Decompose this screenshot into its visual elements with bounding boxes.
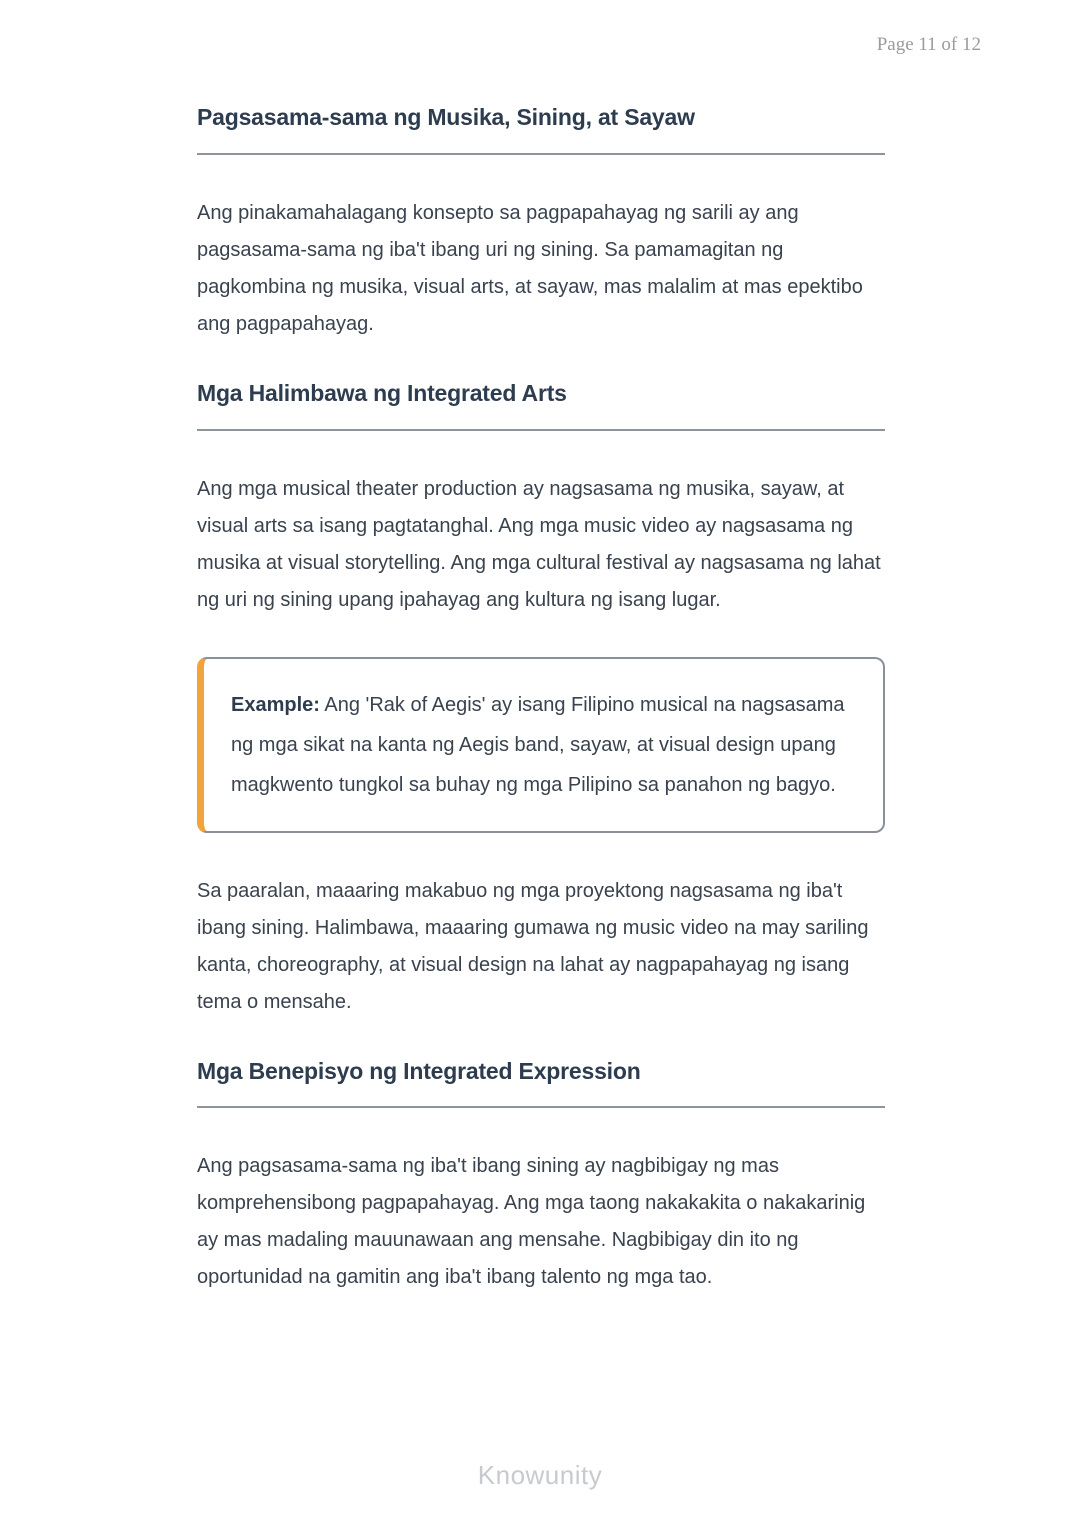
page-number: Page 11 of 12 bbox=[876, 34, 981, 55]
example-label: Example: bbox=[231, 693, 320, 716]
paragraph-examples: Ang mga musical theater production ay nagsasama ng musika, sayaw, at visual arts sa isang pagtatanghal. Ang mga music video ay nagsasama ng musika at visual storytelling. Ang mga cultural festival ay nagsasama ng lahat ng uri ng sining upang ipahayag ang kultura ng isang lugar. bbox=[197, 477, 881, 611]
section-heading-pagsasama: Pagsasama-sama ng Musika, Sining, at Sayaw bbox=[197, 103, 885, 155]
paragraph-benefits: Ang pagsasama-sama ng iba't ibang sining ay nagbibigay ng mas komprehensibong pagpapahayag. Ang mga taong nakakakita o nakakarinig ay mas madaling mauunawaan ang mensahe. Nagbibigay din ito ng oportunidad na gamitin ang iba't ibang talento ng mga tao. bbox=[197, 1155, 866, 1289]
brand-footer: Knowunity bbox=[477, 1460, 603, 1490]
document-content bbox=[197, 0, 885, 1296]
section-heading-halimbawa: Mga Halimbawa ng Integrated Arts bbox=[197, 379, 885, 431]
section-heading-benepisyo: Mga Benepisyo ng Integrated Expression bbox=[197, 1057, 885, 1109]
example-text: Ang 'Rak of Aegis' ay isang Filipino musical na nagsasama ng mga sikat na kanta ng Aegis band, sayaw, at visual design upang magkwento tungkol sa buhay ng mga Pilipino sa panahon ng bagyo. bbox=[231, 693, 845, 796]
example-callout bbox=[197, 657, 885, 833]
example-paragraph bbox=[231, 685, 849, 805]
paragraph-school-projects: Sa paaralan, maaaring makabuo ng mga proyektong nagsasama ng iba't ibang sining. Halimbawa, maaaring gumawa ng music video na may sariling kanta, choreography, at visual design na lahat ay nagpapahayag ng isang tema o mensahe. bbox=[197, 879, 869, 1013]
paragraph-intro: Ang pinakamahalagang konsepto sa pagpapahayag ng sarili ay ang pagsasama-sama ng iba't ibang uri ng sining. Sa pamamagitan ng pagkombina ng musika, visual arts, at sayaw, mas malalim at mas epektibo ang pagpapahayag. bbox=[197, 201, 863, 335]
